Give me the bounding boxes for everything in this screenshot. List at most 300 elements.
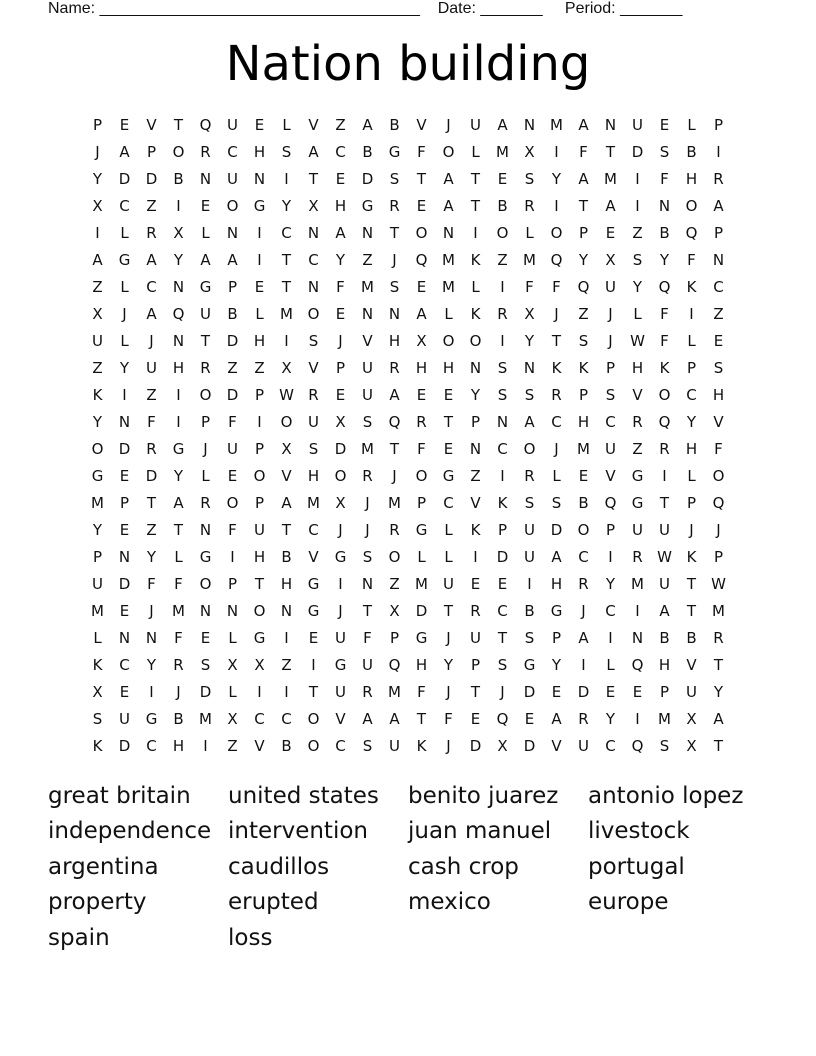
grid-letter[interactable]: A [362, 709, 373, 728]
grid-letter[interactable]: T [551, 331, 562, 350]
grid-letter[interactable]: N [631, 628, 644, 647]
grid-letter[interactable]: O [199, 385, 212, 404]
grid-letter[interactable]: A [578, 115, 589, 134]
grid-letter[interactable]: J [203, 439, 208, 458]
grid-letter[interactable]: X [686, 709, 697, 728]
grid-letter[interactable]: E [416, 196, 427, 215]
grid-letter[interactable]: T [443, 601, 454, 620]
grid-letter[interactable]: C [146, 736, 157, 755]
grid-letter[interactable]: M [280, 304, 293, 323]
grid-letter[interactable]: V [416, 115, 427, 134]
grid-letter[interactable]: V [713, 412, 724, 431]
grid-letter[interactable]: Q [388, 412, 401, 431]
grid-letter[interactable]: T [713, 736, 724, 755]
grid-letter[interactable]: H [388, 331, 401, 350]
grid-letter[interactable]: R [308, 385, 319, 404]
grid-letter[interactable]: J [365, 520, 370, 539]
grid-letter[interactable]: X [335, 493, 346, 512]
grid-letter[interactable]: N [496, 412, 509, 431]
grid-letter[interactable]: O [253, 466, 266, 485]
grid-letter[interactable]: Y [605, 574, 616, 593]
grid-letter[interactable]: B [524, 601, 535, 620]
grid-letter[interactable]: P [227, 574, 238, 593]
grid-letter[interactable]: L [417, 547, 426, 566]
grid-letter[interactable]: F [579, 142, 588, 161]
grid-letter[interactable]: Z [578, 304, 589, 323]
grid-letter[interactable]: N [361, 304, 374, 323]
grid-letter[interactable]: P [497, 520, 508, 539]
grid-letter[interactable]: R [713, 628, 724, 647]
grid-letter[interactable]: T [146, 493, 157, 512]
grid-letter[interactable]: H [712, 385, 725, 404]
grid-letter[interactable]: P [713, 547, 724, 566]
grid-letter[interactable]: E [335, 385, 346, 404]
grid-letter[interactable]: M [307, 493, 320, 512]
grid-letter[interactable]: U [362, 385, 373, 404]
grid-letter[interactable]: G [307, 601, 320, 620]
grid-letter[interactable]: C [497, 439, 508, 458]
grid-letter[interactable]: P [551, 628, 562, 647]
grid-letter[interactable]: E [119, 520, 130, 539]
grid-letter[interactable]: E [497, 169, 508, 188]
grid-letter[interactable]: Z [497, 250, 508, 269]
grid-letter[interactable]: F [336, 277, 345, 296]
grid-letter[interactable]: Z [227, 736, 238, 755]
grid-letter[interactable]: O [307, 304, 320, 323]
grid-letter[interactable]: N [307, 223, 320, 242]
grid-letter[interactable]: T [659, 493, 670, 512]
grid-letter[interactable]: R [146, 223, 157, 242]
grid-letter[interactable]: M [442, 277, 455, 296]
grid-letter[interactable]: Y [92, 520, 103, 539]
grid-letter[interactable]: F [417, 439, 426, 458]
grid-letter[interactable]: E [416, 277, 427, 296]
grid-letter[interactable]: I [257, 412, 262, 431]
grid-letter[interactable]: G [199, 277, 212, 296]
grid-letter[interactable]: Y [173, 250, 184, 269]
grid-letter[interactable]: A [173, 493, 184, 512]
grid-letter[interactable]: U [659, 574, 670, 593]
grid-letter[interactable]: E [605, 223, 616, 242]
grid-letter[interactable]: Q [658, 412, 671, 431]
grid-letter[interactable]: Q [415, 250, 428, 269]
grid-letter[interactable]: N [253, 169, 266, 188]
grid-letter[interactable]: P [119, 493, 130, 512]
grid-letter[interactable]: S [632, 250, 643, 269]
grid-letter[interactable]: O [199, 574, 212, 593]
grid-letter[interactable]: X [335, 412, 346, 431]
grid-letter[interactable]: T [416, 709, 427, 728]
grid-letter[interactable]: N [226, 223, 239, 242]
grid-letter[interactable]: X [281, 439, 292, 458]
grid-letter[interactable]: N [523, 115, 536, 134]
grid-letter[interactable]: Y [92, 412, 103, 431]
grid-letter[interactable]: U [632, 520, 643, 539]
grid-letter[interactable]: H [631, 358, 644, 377]
grid-letter[interactable]: O [172, 142, 185, 161]
grid-letter[interactable]: H [685, 439, 698, 458]
grid-letter[interactable]: I [662, 466, 667, 485]
grid-letter[interactable]: V [605, 466, 616, 485]
grid-letter[interactable]: E [632, 682, 643, 701]
grid-letter[interactable]: G [523, 655, 536, 674]
grid-letter[interactable]: V [551, 736, 562, 755]
grid-letter[interactable]: P [686, 358, 697, 377]
grid-letter[interactable]: F [714, 439, 723, 458]
grid-letter[interactable]: P [713, 223, 724, 242]
grid-letter[interactable]: J [689, 520, 694, 539]
grid-letter[interactable]: Y [524, 331, 535, 350]
grid-letter[interactable]: S [308, 331, 319, 350]
grid-letter[interactable]: P [416, 493, 427, 512]
grid-letter[interactable]: S [551, 493, 562, 512]
grid-letter[interactable]: O [550, 223, 563, 242]
grid-letter[interactable]: G [334, 547, 347, 566]
grid-letter[interactable]: K [470, 250, 481, 269]
grid-letter[interactable]: L [444, 520, 453, 539]
grid-letter[interactable]: I [500, 331, 505, 350]
grid-letter[interactable]: S [200, 655, 211, 674]
grid-letter[interactable]: F [660, 169, 669, 188]
grid-letter[interactable]: H [280, 574, 293, 593]
grid-letter[interactable]: C [281, 709, 292, 728]
grid-letter[interactable]: X [227, 709, 238, 728]
grid-letter[interactable]: H [415, 358, 428, 377]
grid-letter[interactable]: I [608, 628, 613, 647]
grid-letter[interactable]: E [551, 682, 562, 701]
grid-letter[interactable]: U [254, 520, 265, 539]
grid-letter[interactable]: C [119, 655, 130, 674]
grid-letter[interactable]: J [446, 115, 451, 134]
grid-letter[interactable]: R [470, 601, 481, 620]
grid-letter[interactable]: E [227, 466, 238, 485]
grid-letter[interactable]: F [552, 277, 561, 296]
grid-letter[interactable]: U [470, 115, 481, 134]
grid-letter[interactable]: E [416, 385, 427, 404]
grid-letter[interactable]: W [711, 574, 726, 593]
grid-letter[interactable]: I [500, 277, 505, 296]
grid-letter[interactable]: S [659, 736, 670, 755]
grid-letter[interactable]: R [200, 358, 211, 377]
grid-letter[interactable]: E [335, 304, 346, 323]
grid-letter[interactable]: Q [631, 736, 644, 755]
grid-letter[interactable]: B [686, 628, 697, 647]
grid-letter[interactable]: S [497, 385, 508, 404]
grid-letter[interactable]: E [119, 601, 130, 620]
grid-letter[interactable]: Z [335, 115, 346, 134]
grid-letter[interactable]: O [523, 439, 536, 458]
grid-letter[interactable]: S [362, 412, 373, 431]
grid-letter[interactable]: W [279, 385, 294, 404]
grid-letter[interactable]: I [176, 385, 181, 404]
grid-letter[interactable]: K [92, 385, 103, 404]
grid-letter[interactable]: L [228, 628, 237, 647]
grid-letter[interactable]: J [149, 331, 154, 350]
grid-letter[interactable]: V [335, 709, 346, 728]
grid-letter[interactable]: Z [146, 520, 157, 539]
grid-letter[interactable]: O [307, 709, 320, 728]
grid-letter[interactable]: H [685, 169, 698, 188]
grid-letter[interactable]: B [227, 304, 238, 323]
grid-letter[interactable]: X [254, 655, 265, 674]
grid-letter[interactable]: L [444, 304, 453, 323]
grid-letter[interactable]: L [633, 304, 642, 323]
grid-letter[interactable]: G [91, 466, 104, 485]
grid-letter[interactable]: R [497, 304, 508, 323]
grid-letter[interactable]: Z [227, 358, 238, 377]
grid-letter[interactable]: V [281, 466, 292, 485]
grid-letter[interactable]: Q [577, 277, 590, 296]
grid-letter[interactable]: E [713, 331, 724, 350]
grid-letter[interactable]: L [255, 304, 264, 323]
grid-letter[interactable]: A [416, 304, 427, 323]
grid-letter[interactable]: N [469, 439, 482, 458]
grid-letter[interactable]: F [147, 412, 156, 431]
grid-letter[interactable]: L [471, 142, 480, 161]
grid-letter[interactable]: P [470, 412, 481, 431]
grid-letter[interactable]: M [577, 439, 590, 458]
grid-letter[interactable]: Q [712, 493, 725, 512]
grid-letter[interactable]: H [577, 412, 590, 431]
grid-letter[interactable]: J [554, 439, 559, 458]
grid-letter[interactable]: H [307, 466, 320, 485]
grid-letter[interactable]: I [473, 547, 478, 566]
grid-letter[interactable]: K [416, 736, 427, 755]
grid-letter[interactable]: A [605, 196, 616, 215]
grid-letter[interactable]: D [145, 466, 158, 485]
grid-letter[interactable]: G [415, 628, 428, 647]
grid-letter[interactable]: Y [281, 196, 292, 215]
grid-letter[interactable]: U [524, 547, 535, 566]
grid-letter[interactable]: G [199, 547, 212, 566]
grid-letter[interactable]: Z [92, 277, 103, 296]
grid-letter[interactable]: B [659, 628, 670, 647]
grid-letter[interactable]: Y [443, 655, 454, 674]
grid-letter[interactable]: K [659, 358, 670, 377]
grid-letter[interactable]: I [257, 682, 262, 701]
grid-letter[interactable]: N [199, 169, 212, 188]
grid-letter[interactable]: G [145, 709, 158, 728]
grid-letter[interactable]: E [443, 439, 454, 458]
grid-letter[interactable]: E [308, 628, 319, 647]
grid-letter[interactable]: F [228, 520, 237, 539]
grid-letter[interactable]: X [92, 682, 103, 701]
grid-letter[interactable]: C [605, 601, 616, 620]
grid-letter[interactable]: V [254, 736, 265, 755]
grid-letter[interactable]: T [389, 223, 400, 242]
grid-letter[interactable]: F [363, 628, 372, 647]
grid-letter[interactable]: T [173, 520, 184, 539]
grid-letter[interactable]: J [392, 466, 397, 485]
grid-letter[interactable]: Z [470, 466, 481, 485]
grid-letter[interactable]: T [470, 169, 481, 188]
grid-letter[interactable]: L [687, 115, 696, 134]
grid-letter[interactable]: U [632, 115, 643, 134]
grid-letter[interactable]: S [362, 547, 373, 566]
grid-letter[interactable]: R [578, 709, 589, 728]
grid-letter[interactable]: G [442, 466, 455, 485]
grid-letter[interactable]: O [496, 223, 509, 242]
grid-letter[interactable]: Q [685, 223, 698, 242]
grid-letter[interactable]: U [362, 358, 373, 377]
grid-letter[interactable]: J [446, 628, 451, 647]
grid-letter[interactable]: Q [631, 655, 644, 674]
grid-letter[interactable]: G [550, 601, 563, 620]
grid-letter[interactable]: Y [146, 547, 157, 566]
grid-letter[interactable]: P [470, 655, 481, 674]
grid-letter[interactable]: O [442, 142, 455, 161]
grid-letter[interactable]: X [524, 142, 535, 161]
grid-letter[interactable]: Z [713, 304, 724, 323]
grid-letter[interactable]: S [524, 169, 535, 188]
grid-letter[interactable]: U [146, 358, 157, 377]
grid-letter[interactable]: I [608, 547, 613, 566]
grid-letter[interactable]: F [444, 709, 453, 728]
grid-letter[interactable]: Z [389, 574, 400, 593]
grid-letter[interactable]: Y [686, 412, 697, 431]
grid-letter[interactable]: G [361, 196, 374, 215]
grid-letter[interactable]: T [470, 196, 481, 215]
grid-letter[interactable]: I [149, 682, 154, 701]
grid-letter[interactable]: B [389, 115, 400, 134]
grid-letter[interactable]: F [174, 628, 183, 647]
grid-letter[interactable]: R [659, 439, 670, 458]
grid-letter[interactable]: I [338, 574, 343, 593]
grid-letter[interactable]: B [686, 142, 697, 161]
grid-letter[interactable]: T [578, 196, 589, 215]
grid-letter[interactable]: O [685, 196, 698, 215]
grid-letter[interactable]: P [389, 628, 400, 647]
grid-letter[interactable]: H [253, 142, 266, 161]
grid-letter[interactable]: N [145, 628, 158, 647]
grid-letter[interactable]: V [686, 655, 697, 674]
grid-letter[interactable]: H [172, 736, 185, 755]
grid-letter[interactable]: T [470, 682, 481, 701]
grid-letter[interactable]: Y [470, 385, 481, 404]
grid-letter[interactable]: C [335, 142, 346, 161]
grid-letter[interactable]: T [686, 601, 697, 620]
grid-letter[interactable]: R [200, 493, 211, 512]
grid-letter[interactable]: P [659, 682, 670, 701]
grid-letter[interactable]: F [417, 682, 426, 701]
grid-letter[interactable]: U [686, 682, 697, 701]
grid-letter[interactable]: B [362, 142, 373, 161]
grid-letter[interactable]: M [631, 574, 644, 593]
grid-letter[interactable]: R [713, 169, 724, 188]
grid-letter[interactable]: D [118, 574, 131, 593]
grid-letter[interactable]: Y [173, 466, 184, 485]
grid-letter[interactable]: P [578, 223, 589, 242]
grid-letter[interactable]: L [201, 466, 210, 485]
grid-letter[interactable]: O [658, 385, 671, 404]
grid-letter[interactable]: O [91, 439, 104, 458]
grid-letter[interactable]: L [120, 277, 129, 296]
grid-letter[interactable]: E [470, 574, 481, 593]
grid-letter[interactable]: P [146, 142, 157, 161]
grid-letter[interactable]: S [281, 142, 292, 161]
grid-letter[interactable]: U [335, 682, 346, 701]
grid-letter[interactable]: P [335, 358, 346, 377]
grid-letter[interactable]: E [605, 682, 616, 701]
grid-letter[interactable]: E [524, 709, 535, 728]
grid-letter[interactable]: I [284, 331, 289, 350]
grid-letter[interactable]: I [230, 547, 235, 566]
grid-letter[interactable]: D [415, 601, 428, 620]
grid-letter[interactable]: I [635, 169, 640, 188]
grid-letter[interactable]: A [578, 169, 589, 188]
grid-letter[interactable]: U [335, 628, 346, 647]
grid-letter[interactable]: P [200, 412, 211, 431]
date-field[interactable]: Date: _______ [437, 0, 543, 17]
grid-letter[interactable]: K [470, 520, 481, 539]
grid-letter[interactable]: T [254, 574, 265, 593]
grid-letter[interactable]: M [442, 250, 455, 269]
grid-letter[interactable]: Y [632, 277, 643, 296]
grid-letter[interactable]: P [605, 358, 616, 377]
grid-letter[interactable]: U [362, 655, 373, 674]
grid-letter[interactable]: E [119, 682, 130, 701]
grid-letter[interactable]: A [92, 250, 103, 269]
grid-letter[interactable]: N [361, 574, 374, 593]
grid-letter[interactable]: N [604, 115, 617, 134]
grid-letter[interactable]: T [497, 628, 508, 647]
grid-letter[interactable]: R [632, 547, 643, 566]
grid-letter[interactable]: U [524, 520, 535, 539]
grid-letter[interactable]: A [713, 709, 724, 728]
grid-letter[interactable]: C [227, 142, 238, 161]
grid-letter[interactable]: N [118, 628, 131, 647]
grid-letter[interactable]: E [443, 385, 454, 404]
grid-letter[interactable]: H [334, 196, 347, 215]
grid-letter[interactable]: N [118, 547, 131, 566]
grid-letter[interactable]: T [281, 250, 292, 269]
grid-letter[interactable]: L [201, 223, 210, 242]
grid-letter[interactable]: R [200, 142, 211, 161]
grid-letter[interactable]: L [174, 547, 183, 566]
grid-letter[interactable]: J [149, 601, 154, 620]
grid-letter[interactable]: T [605, 142, 616, 161]
grid-letter[interactable]: C [578, 547, 589, 566]
grid-letter[interactable]: A [281, 493, 292, 512]
grid-letter[interactable]: N [199, 520, 212, 539]
grid-letter[interactable]: I [122, 385, 127, 404]
grid-letter[interactable]: O [253, 601, 266, 620]
grid-letter[interactable]: J [608, 331, 613, 350]
grid-letter[interactable]: P [605, 520, 616, 539]
grid-letter[interactable]: O [469, 331, 482, 350]
grid-letter[interactable]: G [631, 493, 644, 512]
grid-letter[interactable]: G [631, 466, 644, 485]
grid-letter[interactable]: Z [632, 223, 643, 242]
grid-letter[interactable]: E [254, 115, 265, 134]
grid-letter[interactable]: L [552, 466, 561, 485]
grid-letter[interactable]: K [686, 547, 697, 566]
grid-letter[interactable]: R [146, 439, 157, 458]
grid-letter[interactable]: I [257, 223, 262, 242]
grid-letter[interactable]: V [632, 385, 643, 404]
grid-letter[interactable]: C [713, 277, 724, 296]
grid-letter[interactable]: D [550, 520, 563, 539]
grid-letter[interactable]: U [92, 574, 103, 593]
grid-letter[interactable]: H [253, 547, 266, 566]
grid-letter[interactable]: G [334, 655, 347, 674]
grid-letter[interactable]: K [497, 493, 508, 512]
grid-letter[interactable]: J [392, 250, 397, 269]
grid-letter[interactable]: J [176, 682, 181, 701]
grid-letter[interactable]: N [307, 277, 320, 296]
grid-letter[interactable]: A [443, 196, 454, 215]
grid-letter[interactable]: X [416, 331, 427, 350]
